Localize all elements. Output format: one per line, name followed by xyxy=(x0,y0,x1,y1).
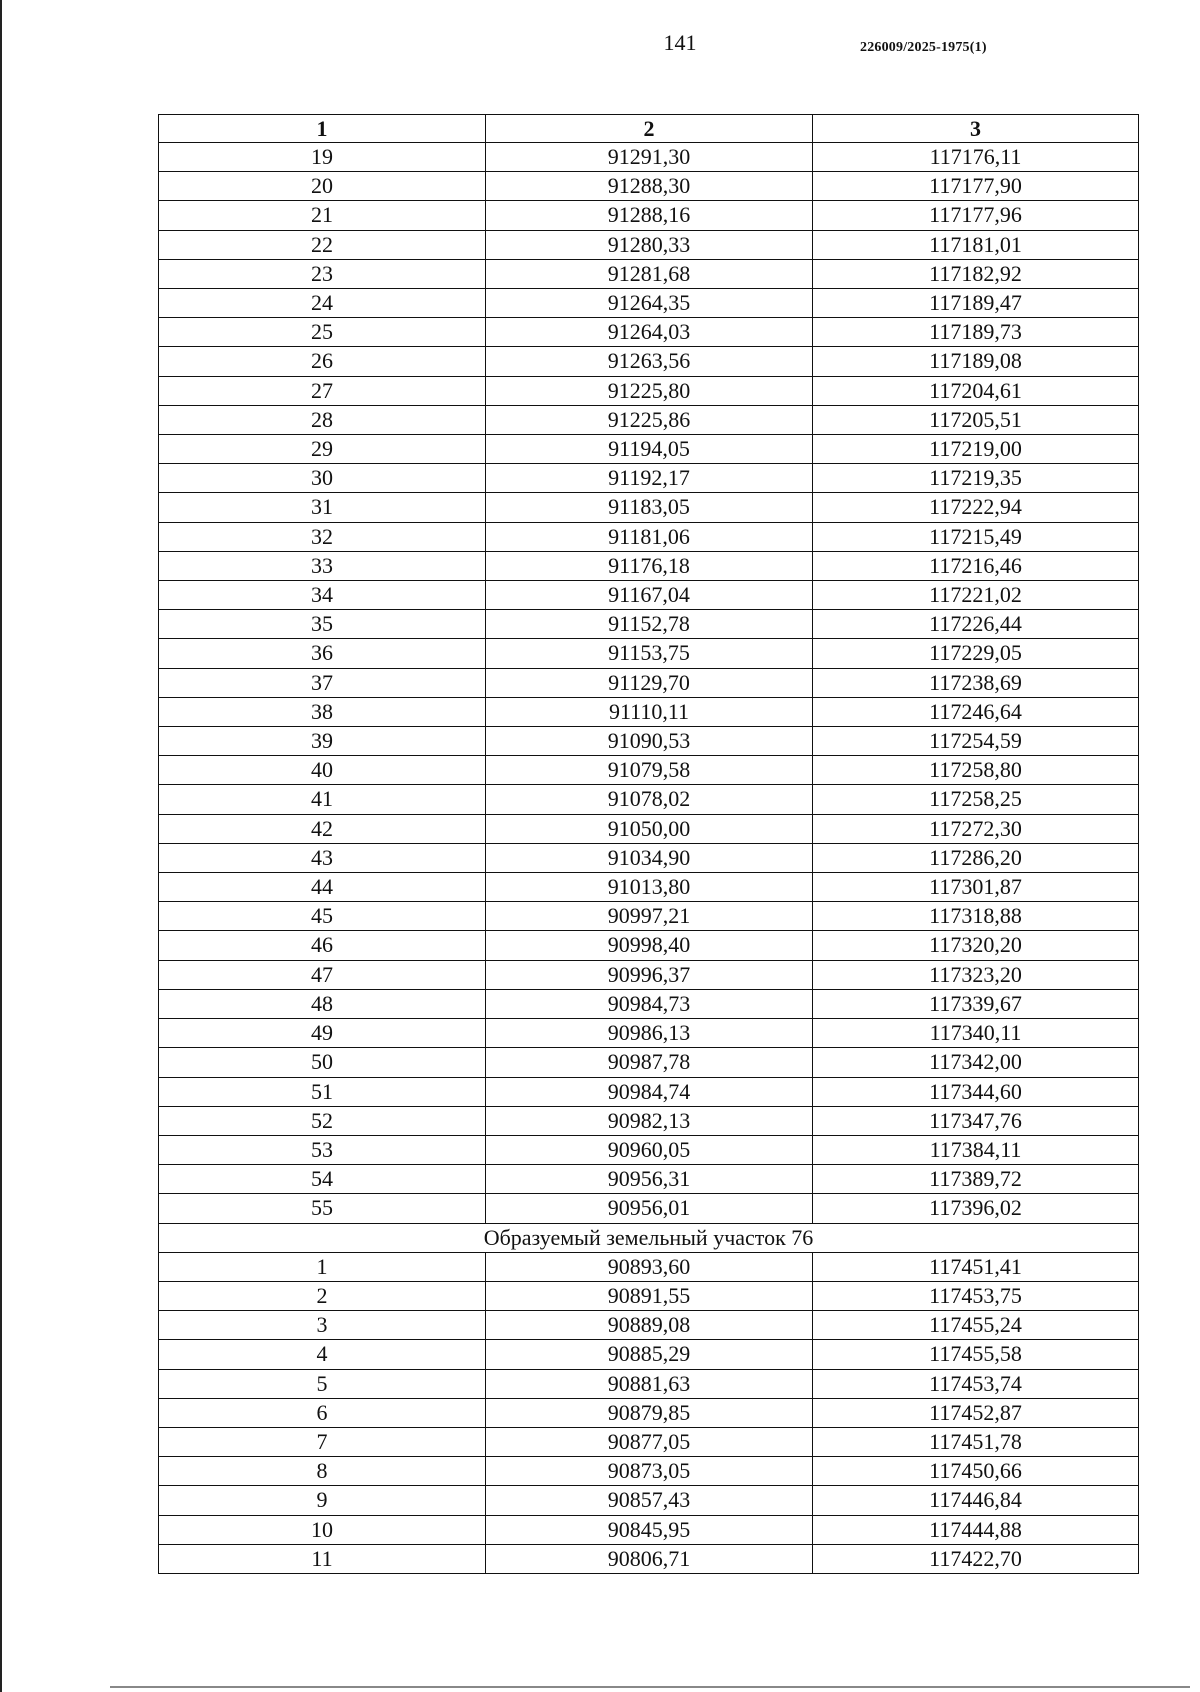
y-coordinate-cell: 117455,24 xyxy=(813,1311,1139,1340)
table-row xyxy=(159,1252,1139,1281)
point-number-cell: 45 xyxy=(159,902,486,931)
y-coordinate-cell: 117182,92 xyxy=(813,259,1139,288)
point-number-cell: 8 xyxy=(159,1457,486,1486)
bottom-rule xyxy=(110,1686,1190,1688)
x-coordinate-cell: 90881,63 xyxy=(486,1369,813,1398)
table-row xyxy=(159,1019,1139,1048)
y-coordinate-cell: 117301,87 xyxy=(813,873,1139,902)
scan-edge xyxy=(0,0,2,1692)
y-coordinate-cell: 117323,20 xyxy=(813,960,1139,989)
y-coordinate-cell: 117204,61 xyxy=(813,376,1139,405)
point-number-cell: 42 xyxy=(159,814,486,843)
point-number-cell: 19 xyxy=(159,143,486,172)
y-coordinate-cell: 117205,51 xyxy=(813,405,1139,434)
point-number-cell: 39 xyxy=(159,727,486,756)
y-coordinate-cell: 117286,20 xyxy=(813,843,1139,872)
x-coordinate-cell: 91034,90 xyxy=(486,843,813,872)
y-coordinate-cell: 117453,74 xyxy=(813,1369,1139,1398)
y-coordinate-cell: 117344,60 xyxy=(813,1077,1139,1106)
x-coordinate-cell: 90885,29 xyxy=(486,1340,813,1369)
point-number-cell: 34 xyxy=(159,581,486,610)
point-number-cell: 43 xyxy=(159,843,486,872)
table-row xyxy=(159,1165,1139,1194)
y-coordinate-cell: 117452,87 xyxy=(813,1398,1139,1427)
x-coordinate-cell: 90956,31 xyxy=(486,1165,813,1194)
x-coordinate-cell: 90889,08 xyxy=(486,1311,813,1340)
point-number-cell: 21 xyxy=(159,201,486,230)
y-coordinate-cell: 117340,11 xyxy=(813,1019,1139,1048)
point-number-cell: 4 xyxy=(159,1340,486,1369)
point-number-cell: 3 xyxy=(159,1311,486,1340)
table-row xyxy=(159,1340,1139,1369)
point-number-cell: 48 xyxy=(159,989,486,1018)
x-coordinate-cell: 91079,58 xyxy=(486,756,813,785)
x-coordinate-cell: 90982,13 xyxy=(486,1106,813,1135)
point-number-cell: 24 xyxy=(159,289,486,318)
table-row xyxy=(159,1486,1139,1515)
point-number-cell: 40 xyxy=(159,756,486,785)
x-coordinate-cell: 91129,70 xyxy=(486,668,813,697)
x-coordinate-cell: 90879,85 xyxy=(486,1398,813,1427)
y-coordinate-cell: 117177,90 xyxy=(813,172,1139,201)
x-coordinate-cell: 90998,40 xyxy=(486,931,813,960)
point-number-cell: 36 xyxy=(159,639,486,668)
x-coordinate-cell: 91152,78 xyxy=(486,610,813,639)
y-coordinate-cell: 117238,69 xyxy=(813,668,1139,697)
point-number-cell: 22 xyxy=(159,230,486,259)
y-coordinate-cell: 117229,05 xyxy=(813,639,1139,668)
document-id: 226009/2025-1975(1) xyxy=(860,40,987,55)
page-number: 141 xyxy=(663,30,697,55)
table-row xyxy=(159,464,1139,493)
point-number-cell: 47 xyxy=(159,960,486,989)
y-coordinate-cell: 117455,58 xyxy=(813,1340,1139,1369)
y-coordinate-cell: 117176,11 xyxy=(813,143,1139,172)
table-row xyxy=(159,1544,1139,1573)
table-body-bottom xyxy=(159,1252,1139,1573)
x-coordinate-cell: 90986,13 xyxy=(486,1019,813,1048)
y-coordinate-cell: 117320,20 xyxy=(813,931,1139,960)
y-coordinate-cell: 117181,01 xyxy=(813,230,1139,259)
x-coordinate-cell: 91181,06 xyxy=(486,522,813,551)
y-coordinate-cell: 117422,70 xyxy=(813,1544,1139,1573)
table-row xyxy=(159,1457,1139,1486)
x-coordinate-cell: 90845,95 xyxy=(486,1515,813,1544)
y-coordinate-cell: 117189,08 xyxy=(813,347,1139,376)
x-coordinate-cell: 90873,05 xyxy=(486,1457,813,1486)
table-row xyxy=(159,1194,1139,1223)
table-row xyxy=(159,522,1139,551)
table-row xyxy=(159,1106,1139,1135)
point-number-cell: 38 xyxy=(159,697,486,726)
x-coordinate-cell: 91288,16 xyxy=(486,201,813,230)
table-row xyxy=(159,1281,1139,1310)
x-coordinate-cell: 91078,02 xyxy=(486,785,813,814)
point-number-cell: 54 xyxy=(159,1165,486,1194)
point-number-cell: 33 xyxy=(159,551,486,580)
table-row xyxy=(159,435,1139,464)
table-row xyxy=(159,697,1139,726)
point-number-cell: 20 xyxy=(159,172,486,201)
table-header-row xyxy=(159,115,1139,143)
table-row xyxy=(159,347,1139,376)
y-coordinate-cell: 117254,59 xyxy=(813,727,1139,756)
x-coordinate-cell: 91225,86 xyxy=(486,405,813,434)
x-coordinate-cell: 91090,53 xyxy=(486,727,813,756)
x-coordinate-cell: 91288,30 xyxy=(486,172,813,201)
x-coordinate-cell: 91167,04 xyxy=(486,581,813,610)
point-number-cell: 9 xyxy=(159,1486,486,1515)
y-coordinate-cell: 117347,76 xyxy=(813,1106,1139,1135)
table-row xyxy=(159,551,1139,580)
y-coordinate-cell: 117189,73 xyxy=(813,318,1139,347)
table-row xyxy=(159,230,1139,259)
y-coordinate-cell: 117389,72 xyxy=(813,1165,1139,1194)
x-coordinate-cell: 91183,05 xyxy=(486,493,813,522)
point-number-cell: 49 xyxy=(159,1019,486,1048)
y-coordinate-cell: 117221,02 xyxy=(813,581,1139,610)
x-coordinate-cell: 90997,21 xyxy=(486,902,813,931)
x-coordinate-cell: 91153,75 xyxy=(486,639,813,668)
table-row xyxy=(159,843,1139,872)
x-coordinate-cell: 90806,71 xyxy=(486,1544,813,1573)
x-coordinate-cell: 91194,05 xyxy=(486,435,813,464)
y-coordinate-cell: 117177,96 xyxy=(813,201,1139,230)
x-coordinate-cell: 90984,74 xyxy=(486,1077,813,1106)
point-number-cell: 55 xyxy=(159,1194,486,1223)
table-row xyxy=(159,1369,1139,1398)
y-coordinate-cell: 117396,02 xyxy=(813,1194,1139,1223)
column-header: 1 xyxy=(159,115,486,143)
table-row xyxy=(159,756,1139,785)
column-header: 2 xyxy=(486,115,813,143)
table-row xyxy=(159,259,1139,288)
point-number-cell: 6 xyxy=(159,1398,486,1427)
x-coordinate-cell: 90996,37 xyxy=(486,960,813,989)
table-row xyxy=(159,1427,1139,1456)
x-coordinate-cell: 91264,03 xyxy=(486,318,813,347)
y-coordinate-cell: 117258,25 xyxy=(813,785,1139,814)
point-number-cell: 37 xyxy=(159,668,486,697)
x-coordinate-cell: 90893,60 xyxy=(486,1252,813,1281)
x-coordinate-cell: 90960,05 xyxy=(486,1135,813,1164)
table-row xyxy=(159,1311,1139,1340)
y-coordinate-cell: 117446,84 xyxy=(813,1486,1139,1515)
point-number-cell: 50 xyxy=(159,1048,486,1077)
table-row xyxy=(159,727,1139,756)
table-body-top xyxy=(159,143,1139,1224)
column-header: 3 xyxy=(813,115,1139,143)
x-coordinate-cell: 90987,78 xyxy=(486,1048,813,1077)
x-coordinate-cell: 90877,05 xyxy=(486,1427,813,1456)
y-coordinate-cell: 117339,67 xyxy=(813,989,1139,1018)
point-number-cell: 28 xyxy=(159,405,486,434)
x-coordinate-cell: 90857,43 xyxy=(486,1486,813,1515)
table-row xyxy=(159,1515,1139,1544)
point-number-cell: 44 xyxy=(159,873,486,902)
point-number-cell: 53 xyxy=(159,1135,486,1164)
point-number-cell: 51 xyxy=(159,1077,486,1106)
table-row xyxy=(159,201,1139,230)
y-coordinate-cell: 117219,00 xyxy=(813,435,1139,464)
point-number-cell: 31 xyxy=(159,493,486,522)
y-coordinate-cell: 117216,46 xyxy=(813,551,1139,580)
y-coordinate-cell: 117272,30 xyxy=(813,814,1139,843)
y-coordinate-cell: 117258,80 xyxy=(813,756,1139,785)
point-number-cell: 25 xyxy=(159,318,486,347)
y-coordinate-cell: 117219,35 xyxy=(813,464,1139,493)
y-coordinate-cell: 117189,47 xyxy=(813,289,1139,318)
table-row xyxy=(159,143,1139,172)
y-coordinate-cell: 117450,66 xyxy=(813,1457,1139,1486)
point-number-cell: 7 xyxy=(159,1427,486,1456)
table-row xyxy=(159,1077,1139,1106)
x-coordinate-cell: 90891,55 xyxy=(486,1281,813,1310)
x-coordinate-cell: 91192,17 xyxy=(486,464,813,493)
point-number-cell: 30 xyxy=(159,464,486,493)
table-row xyxy=(159,1135,1139,1164)
x-coordinate-cell: 91176,18 xyxy=(486,551,813,580)
y-coordinate-cell: 117222,94 xyxy=(813,493,1139,522)
point-number-cell: 10 xyxy=(159,1515,486,1544)
table-row xyxy=(159,581,1139,610)
table-row xyxy=(159,289,1139,318)
y-coordinate-cell: 117215,49 xyxy=(813,522,1139,551)
x-coordinate-cell: 91263,56 xyxy=(486,347,813,376)
point-number-cell: 1 xyxy=(159,1252,486,1281)
point-number-cell: 41 xyxy=(159,785,486,814)
table-row xyxy=(159,960,1139,989)
x-coordinate-cell: 91050,00 xyxy=(486,814,813,843)
table-row xyxy=(159,989,1139,1018)
y-coordinate-cell: 117318,88 xyxy=(813,902,1139,931)
y-coordinate-cell: 117453,75 xyxy=(813,1281,1139,1310)
x-coordinate-cell: 90956,01 xyxy=(486,1194,813,1223)
table-row xyxy=(159,814,1139,843)
x-coordinate-cell: 91280,33 xyxy=(486,230,813,259)
y-coordinate-cell: 117451,41 xyxy=(813,1252,1139,1281)
point-number-cell: 11 xyxy=(159,1544,486,1573)
table-row xyxy=(159,902,1139,931)
y-coordinate-cell: 117226,44 xyxy=(813,610,1139,639)
table-row xyxy=(159,405,1139,434)
table-row xyxy=(159,639,1139,668)
x-coordinate-cell: 90984,73 xyxy=(486,989,813,1018)
point-number-cell: 52 xyxy=(159,1106,486,1135)
point-number-cell: 23 xyxy=(159,259,486,288)
x-coordinate-cell: 91110,11 xyxy=(486,697,813,726)
point-number-cell: 32 xyxy=(159,522,486,551)
point-number-cell: 2 xyxy=(159,1281,486,1310)
point-number-cell: 29 xyxy=(159,435,486,464)
x-coordinate-cell: 91281,68 xyxy=(486,259,813,288)
y-coordinate-cell: 117246,64 xyxy=(813,697,1139,726)
coordinates-table xyxy=(158,114,1139,1574)
table-row xyxy=(159,172,1139,201)
section-title: Образуемый земельный участок 76 xyxy=(159,1223,1139,1252)
point-number-cell: 27 xyxy=(159,376,486,405)
y-coordinate-cell: 117342,00 xyxy=(813,1048,1139,1077)
point-number-cell: 35 xyxy=(159,610,486,639)
table-row xyxy=(159,668,1139,697)
table-row xyxy=(159,318,1139,347)
point-number-cell: 5 xyxy=(159,1369,486,1398)
x-coordinate-cell: 91225,80 xyxy=(486,376,813,405)
y-coordinate-cell: 117384,11 xyxy=(813,1135,1139,1164)
table-row xyxy=(159,931,1139,960)
point-number-cell: 26 xyxy=(159,347,486,376)
table-row xyxy=(159,873,1139,902)
table-row xyxy=(159,1398,1139,1427)
x-coordinate-cell: 91291,30 xyxy=(486,143,813,172)
x-coordinate-cell: 91264,35 xyxy=(486,289,813,318)
point-number-cell: 46 xyxy=(159,931,486,960)
section-row xyxy=(159,1223,1139,1252)
table-row xyxy=(159,1048,1139,1077)
table-row xyxy=(159,610,1139,639)
table-row xyxy=(159,376,1139,405)
y-coordinate-cell: 117444,88 xyxy=(813,1515,1139,1544)
table-row xyxy=(159,493,1139,522)
table-row xyxy=(159,785,1139,814)
x-coordinate-cell: 91013,80 xyxy=(486,873,813,902)
y-coordinate-cell: 117451,78 xyxy=(813,1427,1139,1456)
